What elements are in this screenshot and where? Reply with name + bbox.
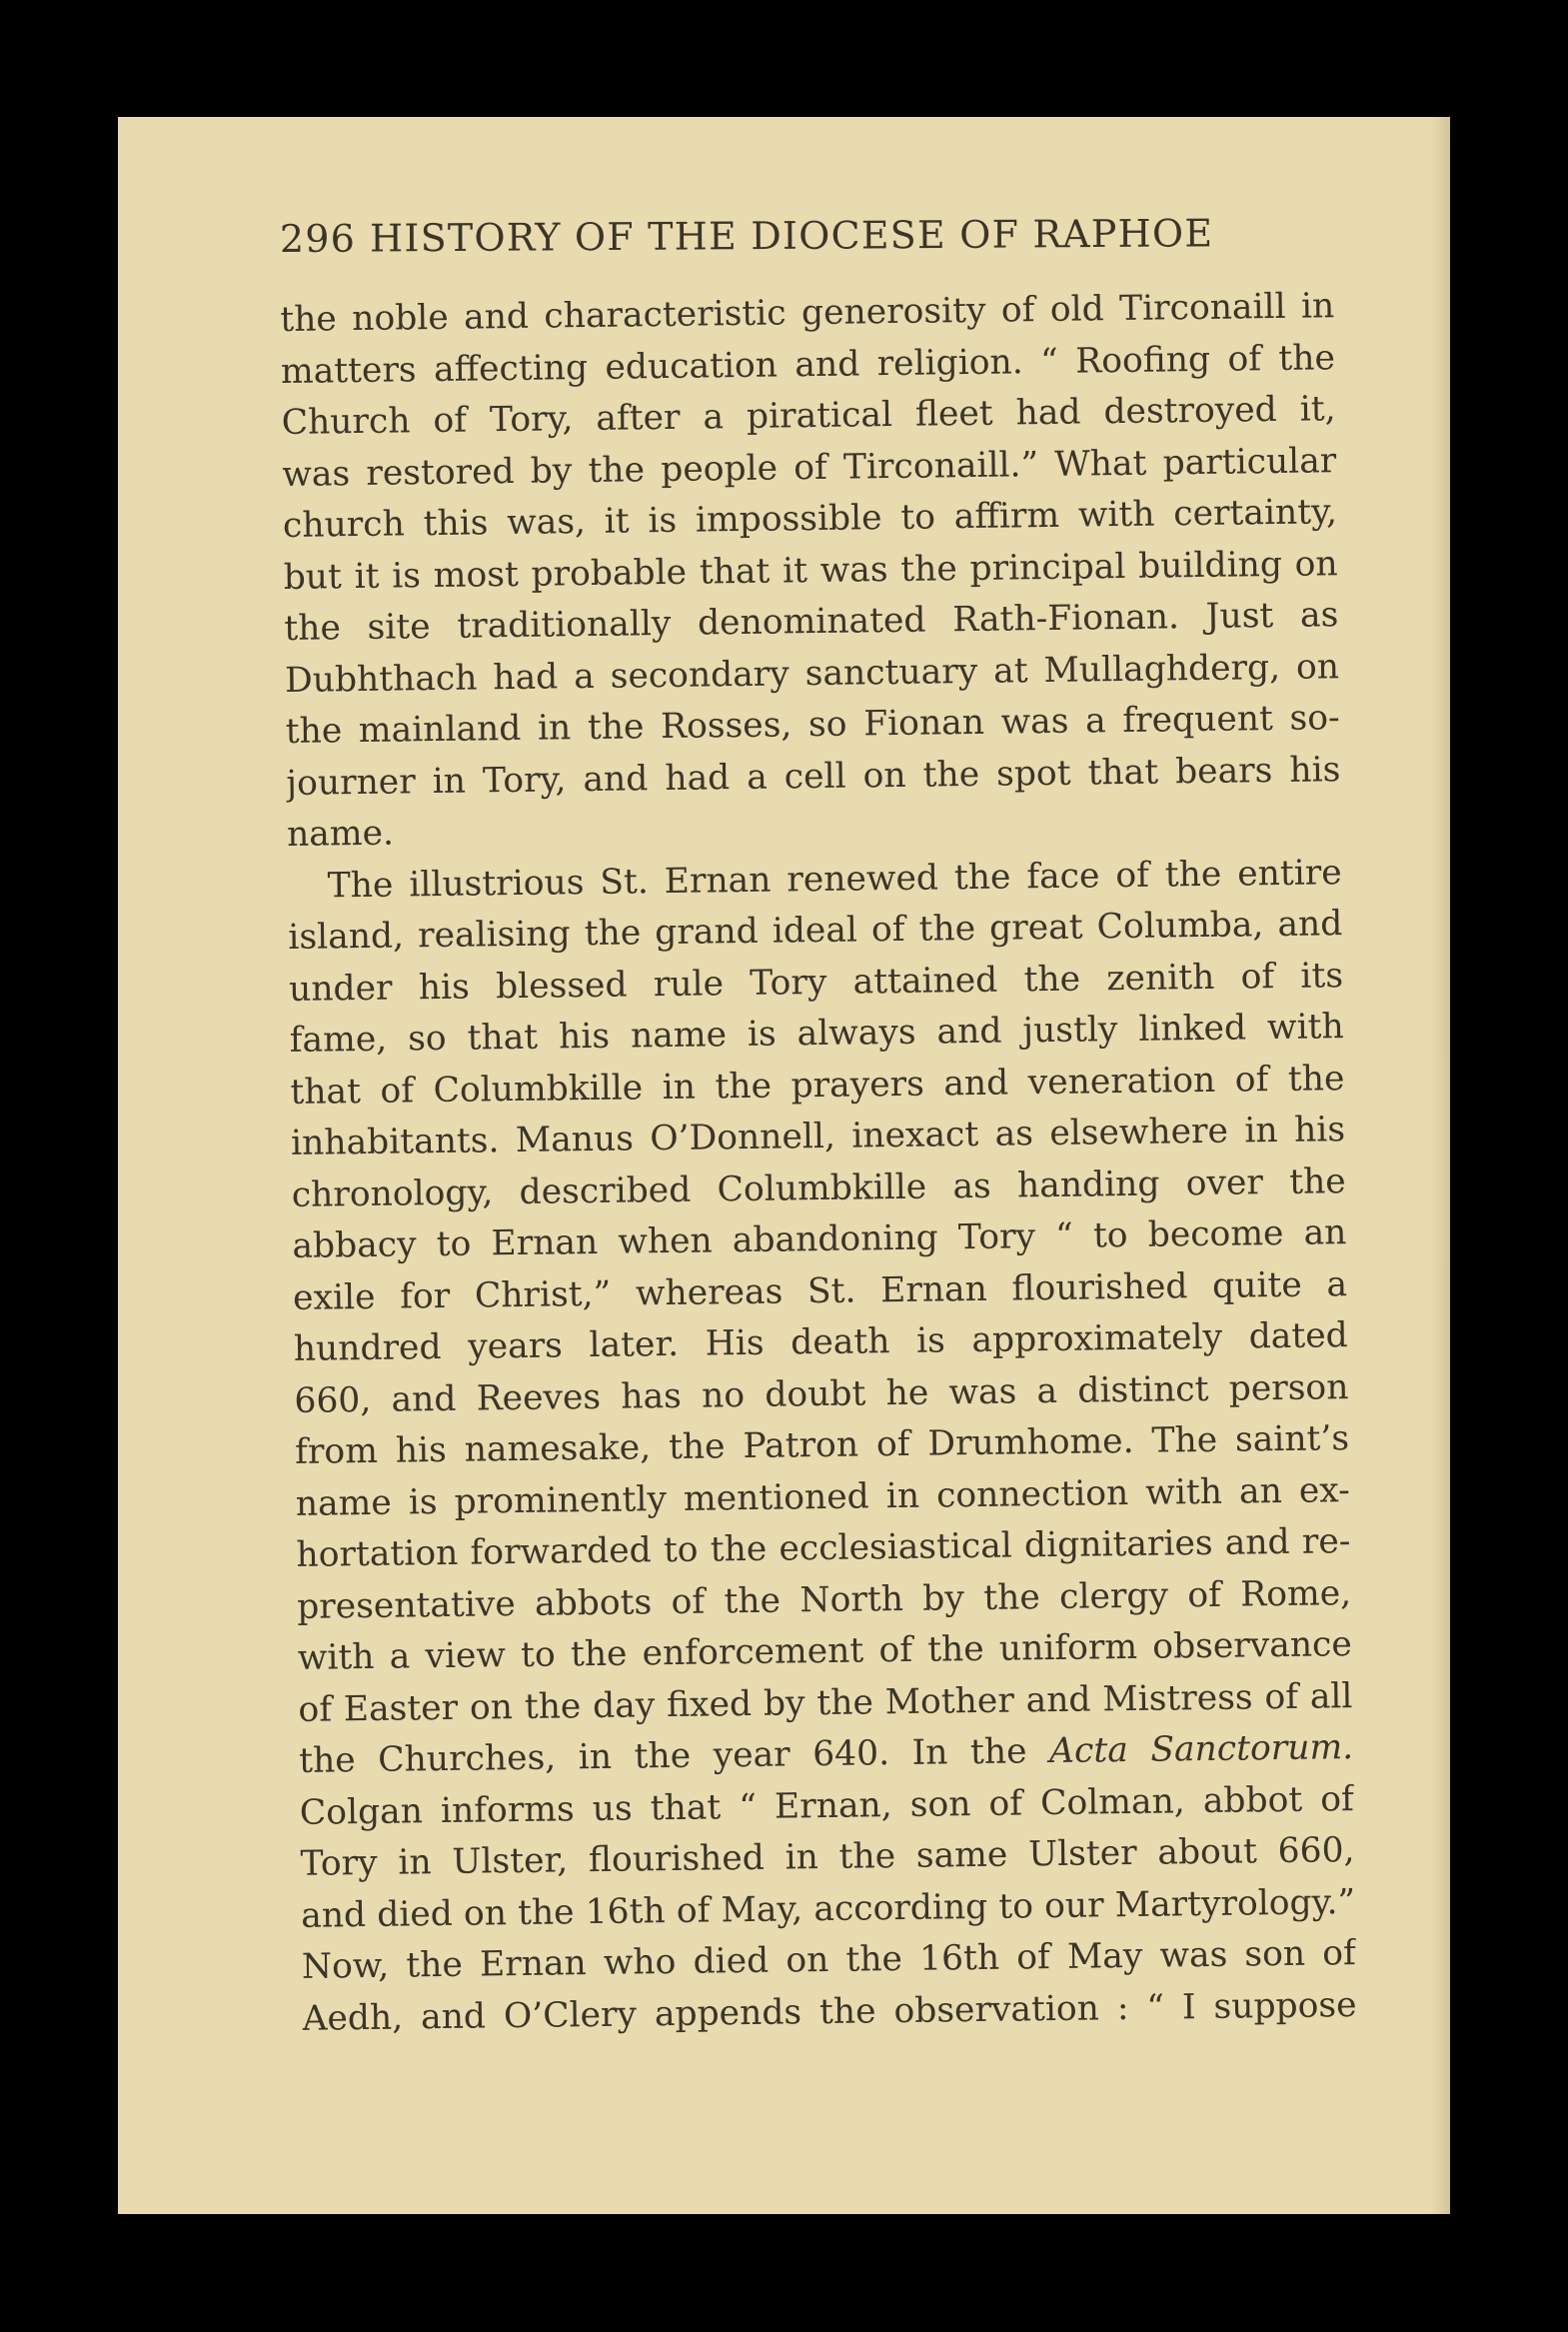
running-header <box>280 211 1279 277</box>
text-line: chronology, described Columbkille as handing over the <box>291 1161 1346 1215</box>
text-line: the noble and characteristic generosity of old Tirconaill in <box>280 286 1335 340</box>
page-edge-shadow <box>1430 117 1450 2214</box>
text-line: from his namesake, the Patron of Drumhome. The saint’s <box>294 1418 1350 1472</box>
text-line: Church of Tory, after a piratical fleet had destroyed it, <box>281 389 1336 443</box>
text-line: under his blessed rule Tory attained the zenith of its <box>288 955 1344 1010</box>
text-segment: the Churches, in the year 640. In the <box>298 1731 1027 1781</box>
text-line: hundred years later. His death is approximately dated <box>293 1315 1348 1369</box>
text-line: but it is most probable that it was the principal building on <box>283 543 1338 598</box>
text-line: and died on the 16th of May, according to our Martyrology.” <box>300 1881 1356 1936</box>
running-title: HISTORY OF THE DIOCESE OF RAPHOE <box>369 211 1214 261</box>
text-line: abbacy to Ernan when abandoning Tory “ to become an <box>292 1212 1347 1266</box>
text-line: 660, and Reeves has no doubt he was a distinct person <box>294 1366 1349 1421</box>
text-line: with a view to the enforcement of the uniform observance <box>297 1624 1353 1678</box>
text-line: journer in Tory, and had a cell on the spot that bears his <box>286 749 1341 804</box>
text-line: the mainland in the Rosses, so Fionan was a frequent so- <box>285 698 1340 752</box>
text-line: church this was, it is impossible to affirm with certainty, <box>282 492 1338 546</box>
book-page <box>118 117 1450 2214</box>
text-line: inhabitants. Manus O’Donnell, inexact as elsewhere in his <box>290 1110 1346 1164</box>
text-line: Now, the Ernan who died on the 16th of May was son of <box>301 1933 1357 1987</box>
text-line: fame, so that his name is always and justly linked with <box>289 1007 1344 1061</box>
text-line: Aedh, and O’Clery appends the observation : “ I suppose <box>302 1984 1357 2039</box>
text-line: Dubhthach had a secondary sanctuary at Mullaghderg, on <box>284 646 1340 701</box>
italic-title: Acta Sanctorum. <box>1048 1727 1354 1772</box>
paragraph-start-line: The illustrious St. Ernan renewed the face of the entire <box>327 852 1342 906</box>
text-line: of Easter on the day fixed by the Mother and Mistress of all <box>298 1675 1353 1730</box>
text-line: Colgan informs us that “ Ernan, son of Colman, abbot of <box>299 1778 1355 1833</box>
text-line: name is prominently mentioned in connection with an ex- <box>295 1469 1351 1524</box>
page-number: 296 <box>279 216 357 261</box>
text-line: hortation forwarded to the ecclesiastical dignitaries and re- <box>296 1521 1351 1575</box>
text-line: was restored by the people of Tirconaill.” What particular <box>282 440 1337 495</box>
text-line: name. <box>286 813 395 855</box>
text-line: that of Columbkille in the prayers and veneration of the <box>290 1058 1345 1113</box>
text-line: exile for Christ,” whereas St. Ernan flourished quite a <box>292 1263 1348 1318</box>
body-text <box>280 281 1357 2045</box>
text-line: Tory in Ulster, flourished in the same Ulster about 660, <box>300 1830 1355 1884</box>
text-line: presentative abbots of the North by the clergy of Rome, <box>296 1572 1352 1627</box>
text-line: the site traditionally denominated Rath-Fionan. Just as <box>284 595 1339 649</box>
text-line: matters affecting education and religion. “ Roofing of the <box>280 337 1336 392</box>
text-line: island, realising the grand ideal of the great Columba, and <box>288 904 1343 958</box>
